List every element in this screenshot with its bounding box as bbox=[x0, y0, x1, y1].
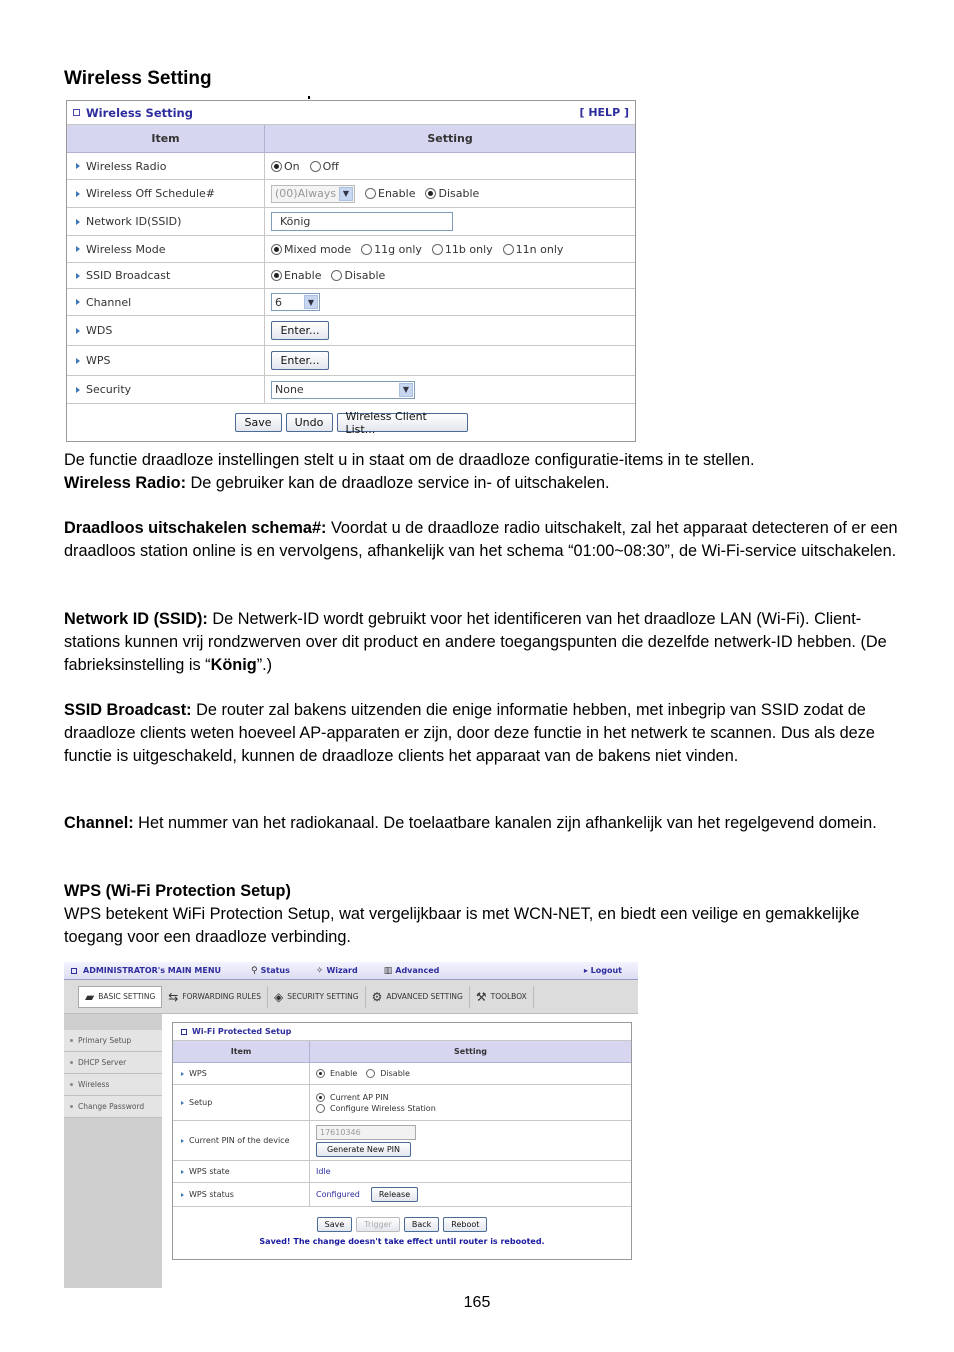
row-wds bbox=[67, 316, 635, 346]
panel-title-bar bbox=[173, 1023, 631, 1041]
sidebar-item-primary-setup[interactable] bbox=[64, 1030, 162, 1052]
wps-status-value: Configured bbox=[316, 1190, 360, 1199]
panel-title-bar bbox=[67, 101, 635, 125]
table-header bbox=[173, 1041, 631, 1063]
radio-icon[interactable] bbox=[365, 188, 376, 199]
admin-menu-title: ADMINISTRATOR's MAIN MENU bbox=[83, 966, 222, 975]
advanced-link[interactable]: Advanced bbox=[395, 966, 440, 975]
ssid-paragraph bbox=[64, 608, 904, 676]
row-label: Wireless Off Schedule# bbox=[86, 187, 216, 200]
ssid-description-end: ”.) bbox=[256, 655, 273, 674]
sidebar-item-change-password[interactable] bbox=[64, 1096, 162, 1118]
sidebar-item-dhcp-server[interactable] bbox=[64, 1052, 162, 1074]
schedule-disable-option[interactable] bbox=[425, 187, 479, 200]
wireless-client-list-button[interactable]: Wireless Client List... bbox=[337, 413, 468, 432]
radio-icon[interactable] bbox=[310, 161, 321, 172]
radio-off-option[interactable] bbox=[310, 160, 339, 173]
advanced-icon: ▥ bbox=[383, 965, 393, 976]
wps-state-value: Idle bbox=[316, 1167, 331, 1176]
chevron-down-icon[interactable]: ▼ bbox=[304, 295, 318, 309]
row-label: Setup bbox=[189, 1098, 213, 1107]
radio-term: Wireless Radio: bbox=[64, 473, 186, 492]
col-setting-header: Setting bbox=[454, 1047, 487, 1056]
tab-basic-setting[interactable] bbox=[78, 986, 162, 1008]
status-icon: ⚲ bbox=[251, 965, 258, 976]
square-icon bbox=[73, 109, 80, 116]
security-select[interactable] bbox=[271, 381, 415, 399]
schedule-term: Draadloos uitschakelen schema#: bbox=[64, 519, 327, 537]
ssid-default-value: König bbox=[210, 655, 257, 674]
wds-enter-button[interactable]: Enter... bbox=[271, 321, 329, 340]
arrow-icon bbox=[76, 299, 80, 305]
forward-icon: ⇆ bbox=[168, 989, 179, 1004]
sidebar-item-label: DHCP Server bbox=[78, 1058, 127, 1067]
row-channel bbox=[67, 289, 635, 316]
back-button[interactable]: Back bbox=[404, 1217, 439, 1232]
row-label: Channel bbox=[86, 295, 132, 309]
arrow-icon bbox=[181, 1101, 184, 1105]
row-setup bbox=[173, 1085, 631, 1121]
row-ssid-broadcast bbox=[67, 263, 635, 289]
admin-top-bar bbox=[64, 962, 638, 980]
panel-title: Wi-Fi Protected Setup bbox=[192, 1027, 292, 1036]
wizard-link[interactable]: Wizard bbox=[326, 966, 358, 975]
col-item-header: Item bbox=[173, 1041, 310, 1062]
arrow-icon bbox=[76, 219, 80, 225]
tab-label: ADVANCED SETTING bbox=[386, 992, 463, 1001]
row-security bbox=[67, 376, 635, 404]
chevron-down-icon[interactable]: ▼ bbox=[399, 383, 413, 397]
main-tabs bbox=[64, 980, 638, 1014]
broadcast-enable-option[interactable] bbox=[271, 269, 321, 282]
tab-label: SECURITY SETTING bbox=[287, 992, 359, 1001]
mode-11g-option[interactable] bbox=[361, 243, 422, 256]
sidebar-item-label: Wireless bbox=[78, 1080, 110, 1089]
wps-enter-button[interactable]: Enter... bbox=[271, 351, 329, 370]
radio-label: Off bbox=[322, 159, 339, 173]
radio-selected-icon[interactable] bbox=[425, 188, 436, 199]
panel-title: Wireless Setting bbox=[86, 105, 193, 120]
radio-description: De gebruiker kan de draadloze service in- of uitschakelen. bbox=[186, 473, 610, 492]
sidebar-item-label: Primary Setup bbox=[78, 1036, 132, 1045]
broadcast-description: De router zal bakens uitzenden die enige informatie hebben, met inbegrip van SSID zodat de draadloze clients weten hoeveel AP-apparaten er zijn, door deze functie in het netwerk te scannen. Dus als deze functie is uitgeschakeld, kunnen de draadloze clients het apparaat van de bakens niet vinden. bbox=[64, 701, 875, 765]
intro-paragraph bbox=[64, 449, 904, 495]
row-wps bbox=[173, 1063, 631, 1085]
release-button[interactable]: Release bbox=[371, 1187, 418, 1202]
row-label: Wireless Radio bbox=[86, 159, 167, 173]
row-label: WPS status bbox=[189, 1190, 234, 1199]
tab-security-setting[interactable] bbox=[268, 986, 366, 1008]
wps-description: WPS betekent WiFi Protection Setup, wat vergelijkbaar is met WCN-NET, en biedt een veilige en gemakkelijke toegang voor een draadloze verbinding. bbox=[64, 904, 860, 946]
square-icon bbox=[181, 1029, 187, 1035]
arrow-icon bbox=[181, 1193, 184, 1197]
radio-selected-icon[interactable] bbox=[316, 1069, 325, 1078]
row-label: Network ID(SSID) bbox=[86, 215, 182, 228]
row-wps bbox=[67, 346, 635, 376]
panel-footer bbox=[67, 404, 635, 441]
broadcast-disable-option[interactable] bbox=[331, 269, 385, 282]
tab-label: FORWARDING RULES bbox=[182, 992, 261, 1001]
row-wps-status bbox=[173, 1183, 631, 1207]
col-item-header: Item bbox=[67, 125, 265, 152]
arrow-icon bbox=[76, 328, 80, 334]
radio-icon[interactable] bbox=[432, 244, 443, 255]
bullet-icon bbox=[70, 1039, 73, 1042]
ssid-input[interactable]: König bbox=[271, 212, 453, 231]
sidebar-item-wireless[interactable] bbox=[64, 1074, 162, 1096]
arrow-icon bbox=[76, 387, 80, 393]
radio-selected-icon[interactable] bbox=[271, 244, 282, 255]
ssid-description: De Netwerk-ID wordt gebruikt voor het identificeren van het draadloze LAN (Wi-Fi). Client-stations kunnen vrij rondzwerven over dit product en andere toegangspunten die dezelfde netwerk-ID hebben. (De fabrieksinstelling is “ bbox=[64, 610, 887, 674]
row-wireless-mode bbox=[67, 236, 635, 263]
row-label: SSID Broadcast bbox=[86, 269, 171, 282]
row-label: WPS state bbox=[189, 1167, 230, 1176]
arrow-icon bbox=[181, 1170, 184, 1174]
logout-label: Logout bbox=[590, 966, 622, 975]
radio-label: 11n only bbox=[515, 242, 564, 256]
gear-icon: ⚙ bbox=[371, 989, 383, 1004]
schedule-paragraph bbox=[64, 517, 904, 563]
channel-term: Channel: bbox=[64, 814, 134, 832]
radio-label: Disable bbox=[344, 269, 386, 282]
channel-description: Het nummer van het radiokanaal. De toelaatbare kanalen zijn afhankelijk van het regelgevend domein. bbox=[133, 814, 877, 832]
tab-advanced-setting[interactable] bbox=[366, 986, 470, 1008]
stray-dot bbox=[308, 96, 310, 99]
row-label: WPS bbox=[189, 1069, 207, 1078]
save-button[interactable]: Save bbox=[317, 1217, 353, 1232]
shield-icon: ◈ bbox=[274, 989, 284, 1004]
arrow-icon bbox=[76, 163, 80, 169]
undo-button[interactable]: Undo bbox=[286, 413, 333, 432]
logout-link[interactable]: ▸ Logout bbox=[583, 966, 622, 975]
status-link[interactable]: Status bbox=[260, 966, 290, 975]
bullet-icon bbox=[70, 1061, 73, 1064]
arrow-icon bbox=[76, 273, 80, 279]
radio-label: Configure Wireless Station bbox=[330, 1103, 436, 1113]
select-value: 6 bbox=[275, 295, 282, 309]
sidebar-item-label: Change Password bbox=[78, 1102, 145, 1111]
radio-label: Enable bbox=[378, 187, 416, 200]
wps-paragraph bbox=[64, 880, 904, 948]
col-setting-header: Setting bbox=[427, 132, 473, 145]
folder-icon: ▰ bbox=[85, 989, 95, 1004]
bullet-icon bbox=[70, 1083, 73, 1086]
radio-label: Enable bbox=[284, 269, 322, 282]
arrow-icon bbox=[76, 191, 80, 197]
toolbox-icon: ⚒ bbox=[475, 989, 487, 1004]
wps-panel bbox=[172, 1022, 632, 1260]
tab-forwarding-rules[interactable] bbox=[162, 986, 268, 1008]
mode-mixed-option[interactable] bbox=[271, 243, 351, 256]
save-button[interactable]: Save bbox=[235, 413, 282, 432]
trigger-button[interactable]: Trigger bbox=[356, 1217, 400, 1232]
radio-selected-icon[interactable] bbox=[316, 1093, 325, 1102]
radio-icon[interactable] bbox=[361, 244, 372, 255]
channel-select[interactable] bbox=[271, 293, 320, 311]
radio-label: Disable bbox=[438, 187, 480, 200]
schedule-select[interactable] bbox=[271, 185, 355, 203]
radio-on-option[interactable] bbox=[271, 160, 300, 173]
schedule-description: Voordat u de draadloze radio uitschakelt, zal het apparaat detecteren of er een draadloos station online is en vervolgens, afhankelijk van het schema “01:00~08:30”, de Wi-Fi-service uitschakelen. bbox=[64, 519, 898, 560]
mode-11n-option[interactable] bbox=[503, 243, 564, 256]
radio-label: Enable bbox=[330, 1069, 358, 1078]
radio-selected-icon[interactable] bbox=[271, 161, 282, 172]
radio-label: 11g only bbox=[374, 242, 422, 256]
tab-label: TOOLBOX bbox=[490, 992, 527, 1001]
saved-message: Saved! The change doesn't take effect until router is rebooted. bbox=[259, 1236, 545, 1246]
row-wireless-radio bbox=[67, 153, 635, 180]
arrow-icon bbox=[181, 1072, 184, 1076]
wizard-icon: ✧ bbox=[315, 965, 324, 976]
broadcast-term: SSID Broadcast: bbox=[64, 701, 192, 719]
select-value: (00)Always bbox=[275, 187, 337, 200]
page-number: 165 bbox=[463, 1294, 491, 1311]
panel-footer bbox=[173, 1207, 631, 1255]
chevron-down-icon[interactable]: ▼ bbox=[339, 187, 353, 201]
radio-icon[interactable] bbox=[316, 1104, 325, 1113]
wps-admin-screenshot bbox=[64, 962, 638, 1288]
row-ssid bbox=[67, 208, 635, 236]
section-heading: Wireless Setting bbox=[64, 68, 212, 89]
arrow-icon bbox=[181, 1139, 184, 1143]
row-label: WDS bbox=[86, 324, 113, 337]
radio-icon[interactable] bbox=[331, 270, 342, 281]
schedule-enable-option[interactable] bbox=[365, 187, 415, 200]
wireless-setting-panel bbox=[66, 100, 636, 442]
pin-field: 17610346 bbox=[316, 1125, 416, 1140]
arrow-icon bbox=[76, 358, 80, 364]
row-off-schedule bbox=[67, 180, 635, 208]
radio-label: 11b only bbox=[444, 242, 493, 256]
table-header bbox=[67, 125, 635, 153]
bullet-icon bbox=[70, 1105, 73, 1108]
radio-label: Disable bbox=[380, 1069, 410, 1078]
tab-label: BASIC SETTING bbox=[98, 992, 156, 1001]
radio-icon[interactable] bbox=[503, 244, 514, 255]
sidebar bbox=[64, 1014, 162, 1288]
radio-label: Current AP PIN bbox=[330, 1092, 389, 1102]
reboot-button[interactable]: Reboot bbox=[443, 1217, 487, 1232]
radio-label: On bbox=[284, 159, 300, 173]
mode-11b-option[interactable] bbox=[432, 243, 493, 256]
help-link[interactable]: [ HELP ] bbox=[579, 106, 629, 119]
square-icon bbox=[71, 968, 77, 974]
arrow-icon bbox=[76, 246, 80, 252]
tab-toolbox[interactable] bbox=[470, 986, 534, 1008]
row-current-pin bbox=[173, 1121, 631, 1161]
broadcast-paragraph bbox=[64, 699, 904, 767]
generate-new-pin-button[interactable]: Generate New PIN bbox=[316, 1142, 411, 1157]
row-label: WPS bbox=[86, 354, 111, 367]
channel-paragraph bbox=[64, 812, 904, 835]
radio-selected-icon[interactable] bbox=[271, 270, 282, 281]
row-label: Security bbox=[86, 383, 132, 396]
select-value: None bbox=[275, 383, 304, 396]
radio-label: Mixed mode bbox=[284, 242, 352, 256]
radio-icon[interactable] bbox=[366, 1069, 375, 1078]
wps-heading: WPS (Wi-Fi Protection Setup) bbox=[64, 882, 291, 900]
row-label: Wireless Mode bbox=[86, 242, 166, 256]
row-label: Current PIN of the device bbox=[189, 1136, 290, 1145]
intro-text: De functie draadloze instellingen stelt u in staat om de draadloze configuratie-items in te stellen. bbox=[64, 451, 755, 469]
ssid-term: Network ID (SSID): bbox=[64, 610, 208, 628]
row-wps-state bbox=[173, 1161, 631, 1183]
